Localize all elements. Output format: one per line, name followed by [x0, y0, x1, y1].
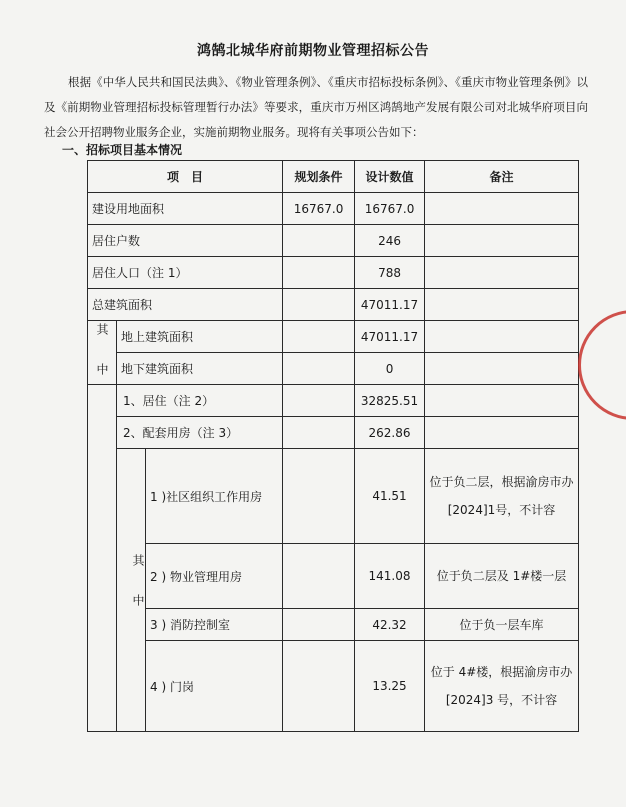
row-note: [425, 257, 579, 289]
row-note: 位于负二层及 1#楼一层: [425, 544, 579, 609]
row-note: 位于负一层车库: [425, 609, 579, 641]
intro-text: 根据《中华人民共和国民法典》、《物业管理条例》、《重庆市招标投标条例》、《重庆市物业管理条例》以及《前期物业管理招标投标管理暂行办法》等要求，重庆市万州区鸿鹄地产发展有限公司对北城华府项目向社会公开招聘物业服务企业，实施前期物业服务。现将有关事项公告如下：: [44, 75, 588, 139]
row-plan: [283, 641, 355, 732]
table-row: [88, 449, 579, 544]
header-note: 备注: [425, 161, 579, 193]
row-plan: [283, 417, 355, 449]
row-design: 32825.51: [355, 385, 425, 417]
row-note: [425, 385, 579, 417]
row-label: 2、配套用房（注 3）: [117, 417, 283, 449]
intro-paragraph: [44, 70, 588, 145]
row-plan: [283, 225, 355, 257]
section-heading: 一、招标项目基本情况: [62, 143, 183, 157]
company-seal: [578, 310, 626, 420]
qi-zhong-label: 其 中: [88, 321, 117, 385]
row-note: [425, 353, 579, 385]
row-design: 41.51: [355, 449, 425, 544]
row-note: 位于 4#楼，根据渝房市办[2024]3 号，不计容: [425, 641, 579, 732]
row-plan: [283, 544, 355, 609]
row-label: 总建筑面积: [88, 289, 283, 321]
row-label: 地下建筑面积: [117, 353, 283, 385]
row-plan: 16767.0: [283, 193, 355, 225]
table-row: [88, 641, 579, 732]
row-note: [425, 289, 579, 321]
row-label: 地上建筑面积: [117, 321, 283, 353]
row-design: 47011.17: [355, 321, 425, 353]
row-plan: [283, 321, 355, 353]
row-label: 居住户数: [88, 225, 283, 257]
row-design: 16767.0: [355, 193, 425, 225]
row-design: 246: [355, 225, 425, 257]
table-row: [88, 417, 579, 449]
row-label: 1 )社区组织工作用房: [146, 449, 283, 544]
sub-qi-zhong-text: 其 中: [131, 553, 145, 614]
row-design: 262.86: [355, 417, 425, 449]
table-row: [88, 353, 579, 385]
page-title: 鸿鹄北城华府前期物业管理招标公告: [197, 43, 429, 59]
table-row: [88, 257, 579, 289]
row-design: 47011.17: [355, 289, 425, 321]
sub-qi-zhong-label: [117, 449, 146, 732]
row-label: 2 ) 物业管理用房: [146, 544, 283, 609]
row-note: [425, 225, 579, 257]
table-row: [88, 609, 579, 641]
table-row: [88, 385, 579, 417]
table-row: [88, 225, 579, 257]
project-info-table: [87, 160, 579, 732]
row-label: 居住人口（注 1）: [88, 257, 283, 289]
row-label: 1、居住（注 2）: [117, 385, 283, 417]
row-label: 4 ) 门岗: [146, 641, 283, 732]
row-plan: [283, 257, 355, 289]
table-row: [88, 321, 579, 353]
table-header-row: [88, 161, 579, 193]
row-plan: [283, 385, 355, 417]
row-label: 建设用地面积: [88, 193, 283, 225]
header-design: 设计数值: [355, 161, 425, 193]
header-plan: 规划条件: [283, 161, 355, 193]
header-item: 项 目: [88, 161, 283, 193]
row-plan: [283, 449, 355, 544]
blank-left-cell: [88, 385, 117, 732]
table-row: [88, 193, 579, 225]
row-note: 位于负二层，根据渝房市办[2024]1号，不计容: [425, 449, 579, 544]
row-design: 42.32: [355, 609, 425, 641]
row-plan: [283, 353, 355, 385]
row-note: [425, 417, 579, 449]
row-plan: [283, 609, 355, 641]
row-design: 788: [355, 257, 425, 289]
row-design: 141.08: [355, 544, 425, 609]
row-note: [425, 321, 579, 353]
row-plan: [283, 289, 355, 321]
row-design: 0: [355, 353, 425, 385]
table-row: [88, 289, 579, 321]
row-note: [425, 193, 579, 225]
row-label: 3 ) 消防控制室: [146, 609, 283, 641]
table-row: [88, 544, 579, 609]
row-design: 13.25: [355, 641, 425, 732]
